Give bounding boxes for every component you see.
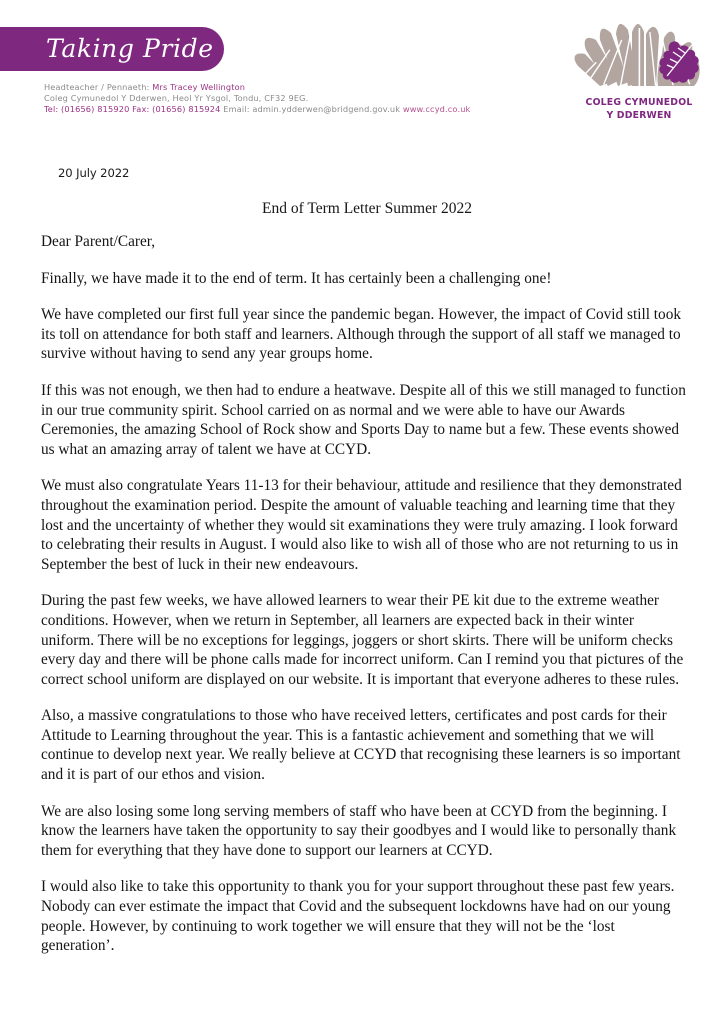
letter-paragraph: I would also like to take this opportunity to thank you for your support throughout these past few years. Nobody can ever estimate the impact that Covid and the subsequent lockdowns have had on our young people. However, by continuing to work together we will ensure that they will not be the ‘lost generation’.: [41, 878, 675, 955]
letterhead: [0, 0, 722, 140]
taking-pride-banner: [0, 27, 224, 71]
letter-salutation: Dear Parent/Carer,: [41, 233, 156, 250]
letter-paragraph: We must also congratulate Years 11-13 for their behaviour, attitude and resilience that they demonstrated throughout the examination period. Despite the amount of valuable teaching and learning time that they lost and the uncertainty of whether they would sit examinations they were truly amazing. I look forward to celebrating their results in August. I would also like to wish all of those who are not returning to us in September the best of luck in their new endeavours.: [41, 477, 682, 573]
logo-caption: [564, 96, 714, 122]
school-contact-details: [44, 82, 470, 116]
letter-paragraph: If this was not enough, we then had to endure a heatwave. Despite all of this we still managed to function in our true community spirit. School carried on as normal and we were able to have our Awards Ceremonies, the amazing School of Rock show and Sports Day to name but a few. These events showed us what an amazing array of talent we have at CCYD.: [41, 381, 686, 458]
logo-caption-line-2: Y DDERWEN: [606, 110, 672, 121]
contact-line-headteacher: [44, 82, 470, 93]
letter-paragraph: During the past few weeks, we have allowed learners to wear their PE kit due to the extreme weather conditions. However, when we return in September, all learners are expected back in their winter uniform. There will be no exceptions for leggings, joggers or short skirts. There will be uniform checks every day and there will be phone calls made for incorrect uniform. Can I remind you that pictures of the correct school uniform are displayed on our website. It is important that everyone adheres to these rules.: [41, 592, 684, 688]
headteacher-name: Mrs Tracey Wellington: [152, 82, 246, 92]
website-link[interactable]: www.ccyd.co.uk: [400, 104, 471, 115]
letter-title: End of Term Letter Summer 2022: [262, 200, 472, 217]
taking-pride-banner-label: Taking Pride: [46, 33, 214, 63]
email-text[interactable]: Email: admin.ydderwen@bridgend.gov.uk: [223, 104, 401, 115]
letter-paragraph: We are also losing some long serving members of staff who have been at CCYD from the beginning. I know the learners have taken the opportunity to say their goodbyes and I would like to personally thank them for everything that they have done to support our learners at CCYD.: [41, 802, 677, 859]
contact-line-telephone-email: [44, 104, 470, 115]
logo-caption-line-1: COLEG CYMUNEDOL: [585, 97, 693, 108]
oak-leaf-fan-icon: [572, 14, 706, 94]
headteacher-label: Headteacher / Pennaeth:: [44, 82, 153, 92]
letter-date: 20 July 2022: [58, 166, 130, 180]
letter-paragraph: Also, a massive congratulations to those who have received letters, certificates and post cards for their Attitude to Learning throughout the year. This is a fantastic achievement and something that we will continue to develop next year. We really believe at CCYD that recognising these learners is so important and it is part of our ethos and vision.: [41, 707, 681, 784]
telephone-fax-text: Tel: (01656) 815920 Fax: (01656) 815924: [44, 104, 224, 115]
letter-paragraph: We have completed our first full year since the pandemic began. However, the impact of Covid still took its toll on attendance for both staff and learners. Although through the support of all staff we managed to survive without having to send any year groups home.: [41, 306, 682, 363]
school-logo: [564, 14, 714, 132]
contact-line-address: Coleg Cymunedol Y Dderwen, Heol Yr Ysgol, Tondu, CF32 9EG.: [44, 93, 309, 104]
letter-body: [41, 232, 689, 956]
letter-paragraph: Finally, we have made it to the end of term. It has certainly been a challenging one!: [41, 269, 552, 287]
